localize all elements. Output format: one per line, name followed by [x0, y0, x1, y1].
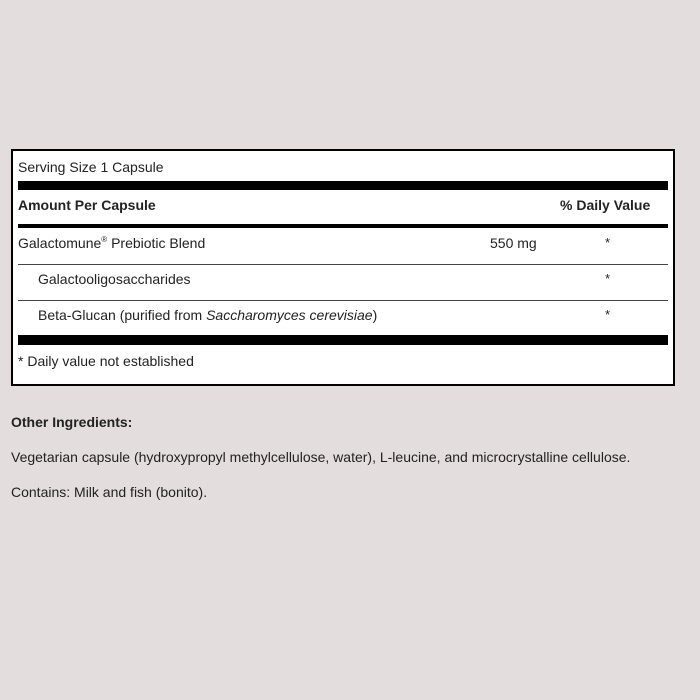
ingredient-row: [18, 228, 668, 265]
amount-per-capsule-header: Amount Per Capsule: [18, 197, 156, 213]
ingredient-name: Galactomune® Prebiotic Blend: [18, 235, 206, 251]
registered-trademark: ®: [101, 235, 108, 244]
serving-size: Serving Size 1 Capsule: [18, 159, 164, 175]
ingredient-name: Galactooligosaccharides: [38, 271, 191, 287]
thick-divider: [18, 181, 668, 190]
ingredient-daily-value: *: [605, 235, 611, 250]
thick-divider: [18, 335, 668, 345]
allergen-statement: Contains: Milk and fish (bonito).: [11, 484, 208, 500]
other-ingredients-label: Other Ingredients:: [11, 414, 133, 430]
daily-value-header: % Daily Value: [560, 197, 651, 213]
ingredient-name: Beta-Glucan (purified from Saccharomyces cerevisiae): [38, 307, 378, 323]
ingredient-amount: 550 mg: [490, 235, 537, 251]
ingredient-daily-value: *: [605, 307, 611, 322]
other-ingredients-text: Vegetarian capsule (hydroxypropyl methylcellulose, water), L-leucine, and microcrystalline cellulose.: [11, 449, 631, 465]
ingredient-daily-value: *: [605, 271, 611, 286]
ingredient-row: [18, 264, 668, 301]
supplement-facts-panel: [11, 149, 675, 386]
ingredient-row: [18, 300, 668, 336]
daily-value-footnote: * Daily value not established: [18, 353, 194, 369]
